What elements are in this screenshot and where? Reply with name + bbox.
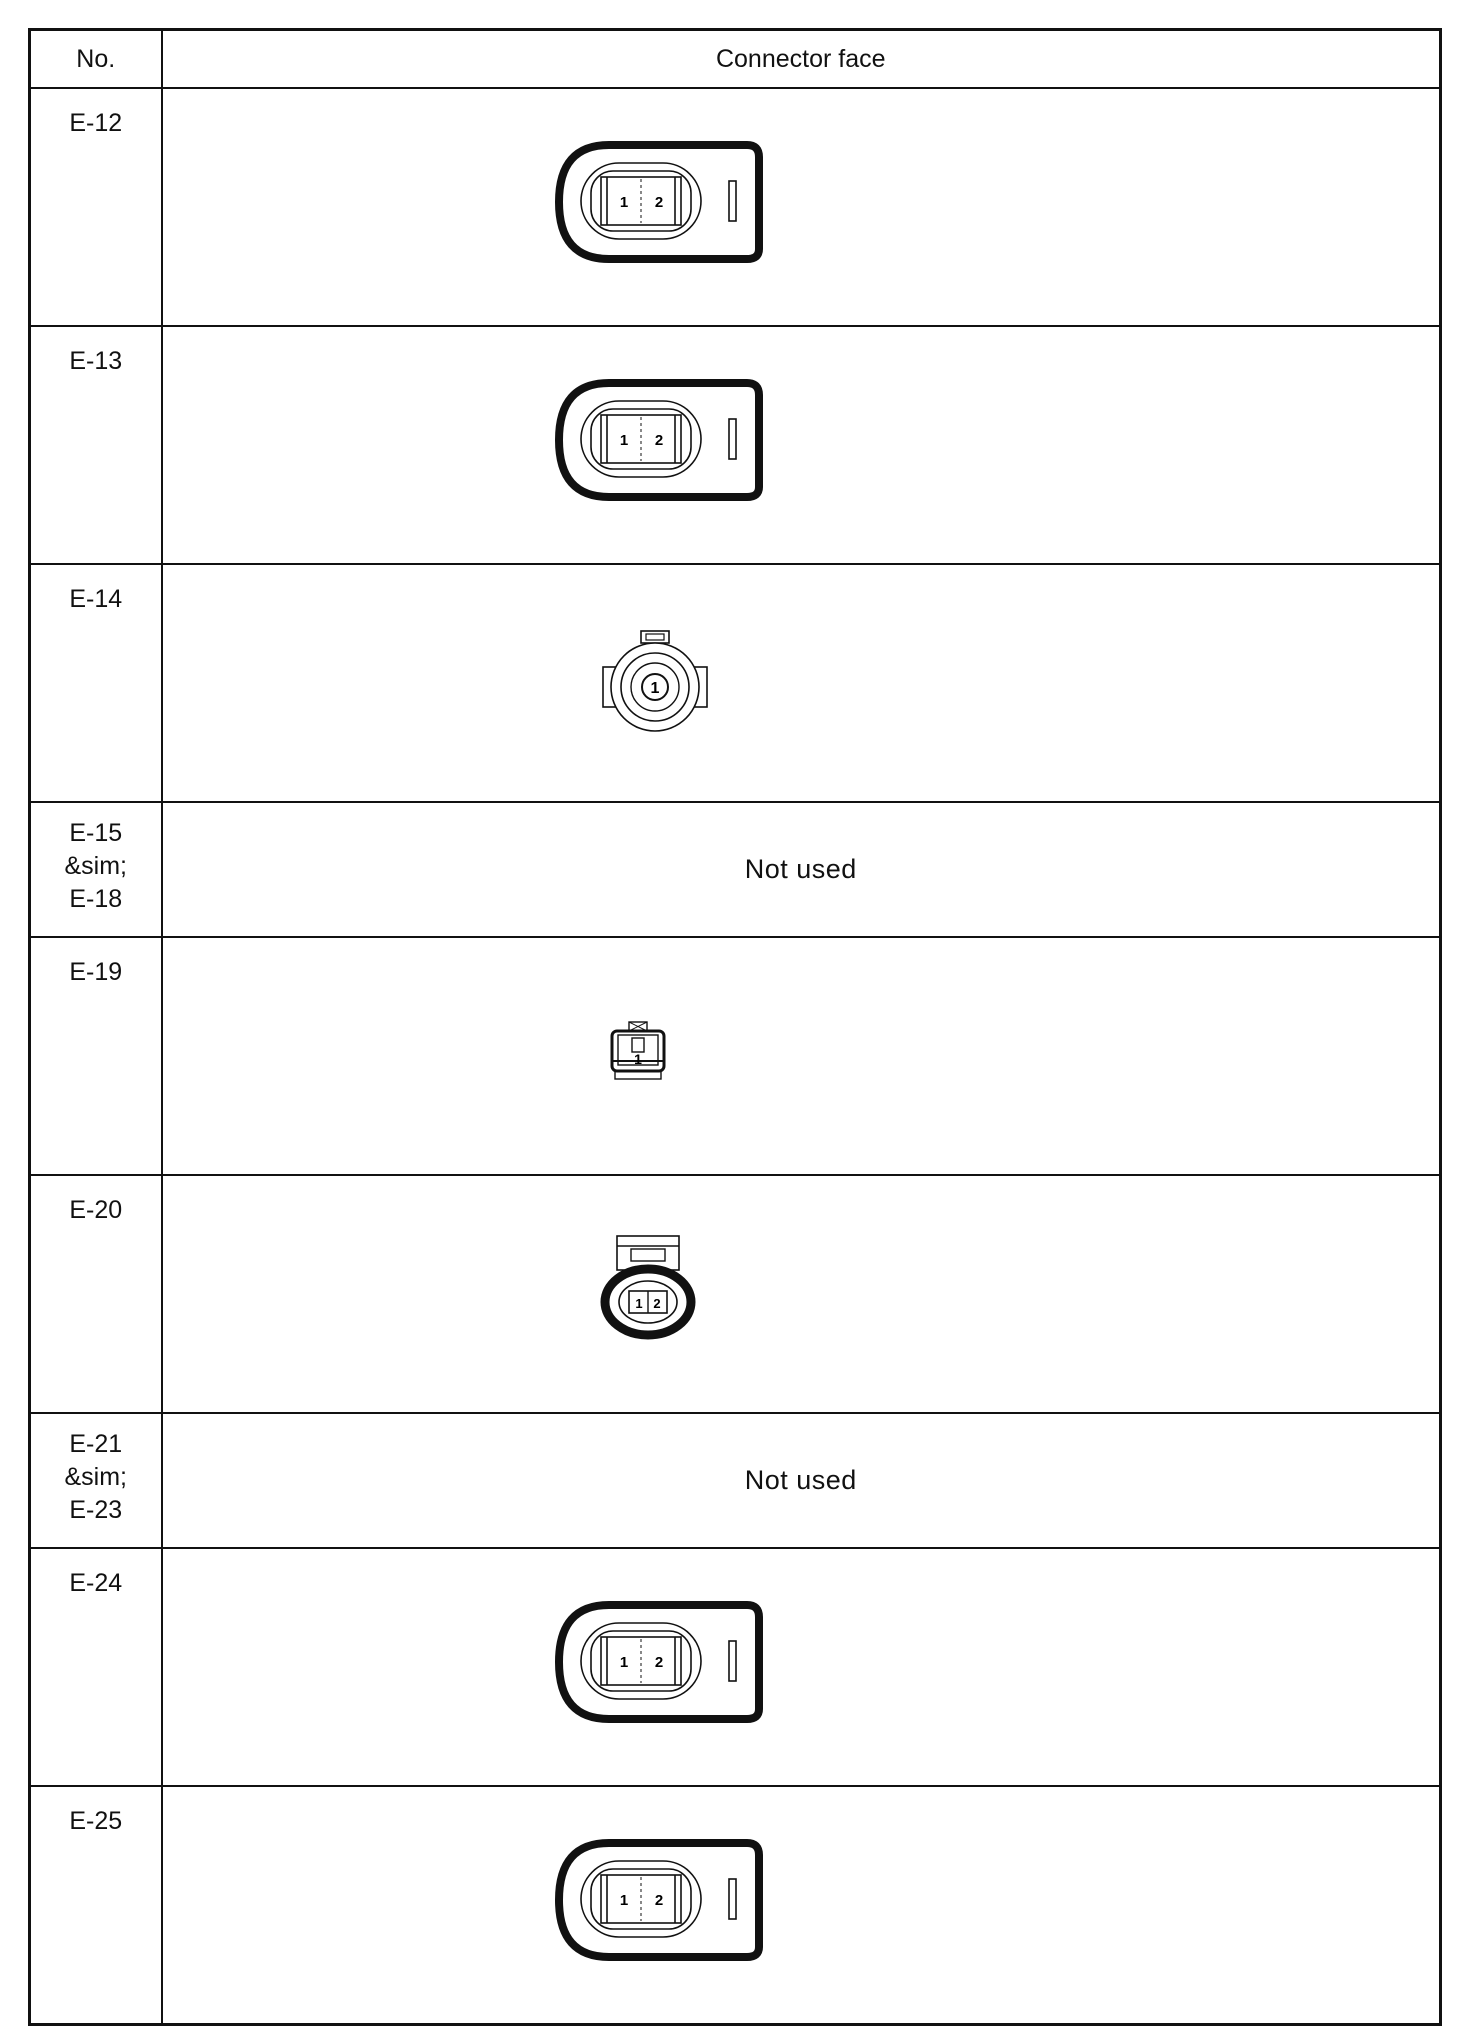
pin-label: 2: [652, 1296, 661, 1311]
connector-number: E-15 &sim; E-18: [30, 802, 162, 937]
connector-face-cell: [162, 1175, 1441, 1413]
one-pin-round-connector-icon: [595, 625, 715, 745]
pin-label: 1: [619, 1654, 628, 1671]
pin-label: 2: [654, 1654, 663, 1671]
connector-number: E-12: [30, 88, 162, 326]
connector-number: E-13: [30, 326, 162, 564]
header-no: No.: [30, 30, 162, 89]
two-pin-oval-connector-icon: [553, 141, 767, 265]
header-connector-face: Connector face: [162, 30, 1441, 89]
one-pin-square-connector-icon: [603, 1018, 673, 1088]
pin-label: 1: [619, 1892, 628, 1909]
table-row: [30, 88, 1441, 326]
connector-face-cell: [162, 1786, 1441, 2025]
pin-label: 1: [634, 1296, 643, 1311]
connector-number: E-19: [30, 937, 162, 1175]
pin-label: 1: [619, 194, 628, 211]
table-row: [30, 802, 1441, 937]
not-used-label: Not used: [162, 802, 1441, 937]
connector-number: E-21 &sim; E-23: [30, 1413, 162, 1548]
connector-number: E-20: [30, 1175, 162, 1413]
pin-label: 2: [654, 432, 663, 449]
pin-label: 2: [654, 194, 663, 211]
two-pin-small-round-connector-icon: [593, 1232, 703, 1344]
table-row: [30, 326, 1441, 564]
pin-label: 1: [633, 1051, 642, 1067]
table-row: [30, 564, 1441, 802]
not-used-label: Not used: [162, 1413, 1441, 1548]
pin-label: 1: [650, 680, 659, 697]
connector-table: [28, 28, 1442, 2026]
connector-face-cell: [162, 88, 1441, 326]
table-row: [30, 1413, 1441, 1548]
table-row: [30, 1786, 1441, 2025]
pin-label: 1: [619, 432, 628, 449]
connector-number: E-24: [30, 1548, 162, 1786]
connector-number: E-14: [30, 564, 162, 802]
connector-face-cell: [162, 937, 1441, 1175]
connector-face-cell: [162, 1548, 1441, 1786]
connector-face-cell: [162, 326, 1441, 564]
pin-label: 2: [654, 1892, 663, 1909]
two-pin-oval-connector-icon: [553, 1601, 767, 1725]
header-row: [30, 30, 1441, 89]
two-pin-oval-connector-icon: [553, 1839, 767, 1963]
table-row: [30, 937, 1441, 1175]
connector-number: E-25: [30, 1786, 162, 2025]
two-pin-oval-connector-icon: [553, 379, 767, 503]
table-row: [30, 1548, 1441, 1786]
table-row: [30, 1175, 1441, 1413]
connector-face-cell: [162, 564, 1441, 802]
